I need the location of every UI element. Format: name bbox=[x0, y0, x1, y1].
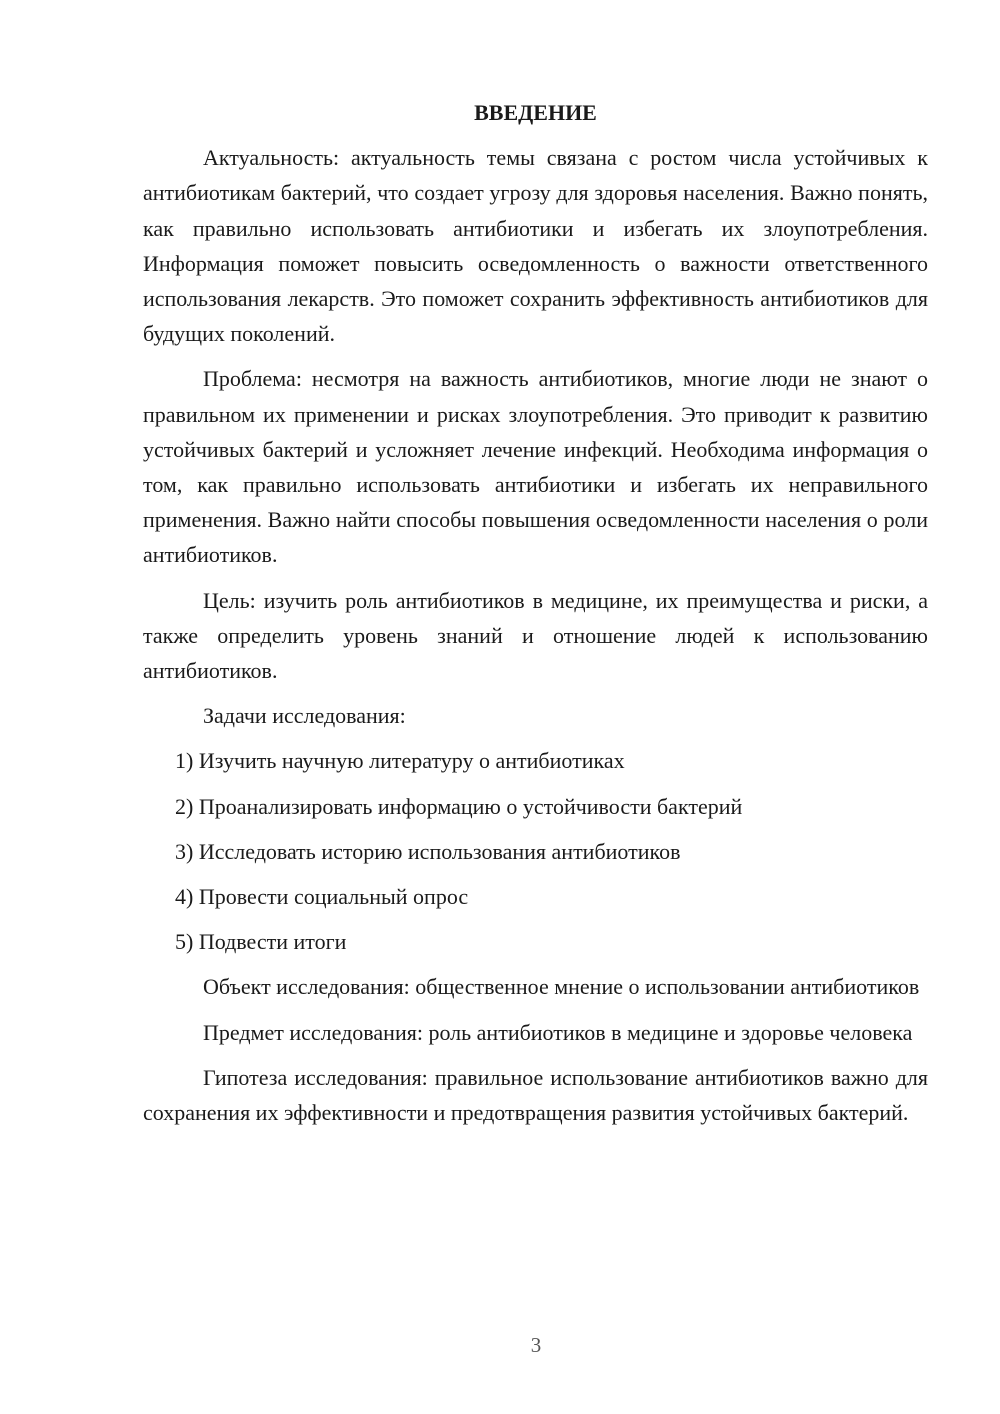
hypothesis-paragraph: Гипотеза исследования: правильное использование антибиотиков важно для сохранения их эффективности и предотвращения развития устойчивых бактерий. bbox=[143, 1064, 928, 1126]
task-item: 4) Провести социальный опрос bbox=[175, 884, 469, 910]
tasks-list bbox=[143, 743, 928, 959]
page-content bbox=[143, 95, 928, 1140]
subject-paragraph: Предмет исследования: роль антибиотиков в медицине и здоровье человека bbox=[203, 1019, 913, 1045]
page-number: 3 bbox=[530, 1333, 542, 1357]
tasks-heading: Задачи исследования: bbox=[203, 703, 406, 729]
task-item: 1) Изучить научную литературу о антибиотиках bbox=[175, 748, 625, 774]
task-item: 3) Исследовать историю использования антибиотиков bbox=[175, 838, 681, 864]
goal-paragraph: Цель: изучить роль антибиотиков в медицине, их преимущества и риски, а также определить уровень знаний и отношение людей к использованию антибиотиков. bbox=[143, 587, 928, 684]
task-item: 2) Проанализировать информацию о устойчивости бактерий bbox=[175, 793, 743, 819]
page-title: ВВЕДЕНИЕ bbox=[474, 100, 597, 125]
object-paragraph: Объект исследования: общественное мнение о использовании антибиотиков bbox=[203, 974, 920, 1000]
relevance-paragraph: Актуальность: актуальность темы связана с ростом числа устойчивых к антибиотикам бактерий, что создает угрозу для здоровья населения. Важно понять, как правильно использовать антибиотики и избегать их злоупотребления. Информация поможет повысить осведомленность о важности ответственного использования лекарств. Это поможет сохранить эффективность антибиотиков для будущих поколений. bbox=[143, 145, 928, 347]
problem-paragraph: Проблема: несмотря на важность антибиотиков, многие люди не знают о правильном их применении и рисках злоупотребления. Это приводит к развитию устойчивых бактерий и усложняет лечение инфекций. Необходима информация о том, как правильно использовать антибиотики и избегать их неправильного применения. Важно найти способы повышения осведомленности населения о роли антибиотиков. bbox=[143, 366, 928, 568]
task-item: 5) Подвести итоги bbox=[175, 929, 347, 955]
